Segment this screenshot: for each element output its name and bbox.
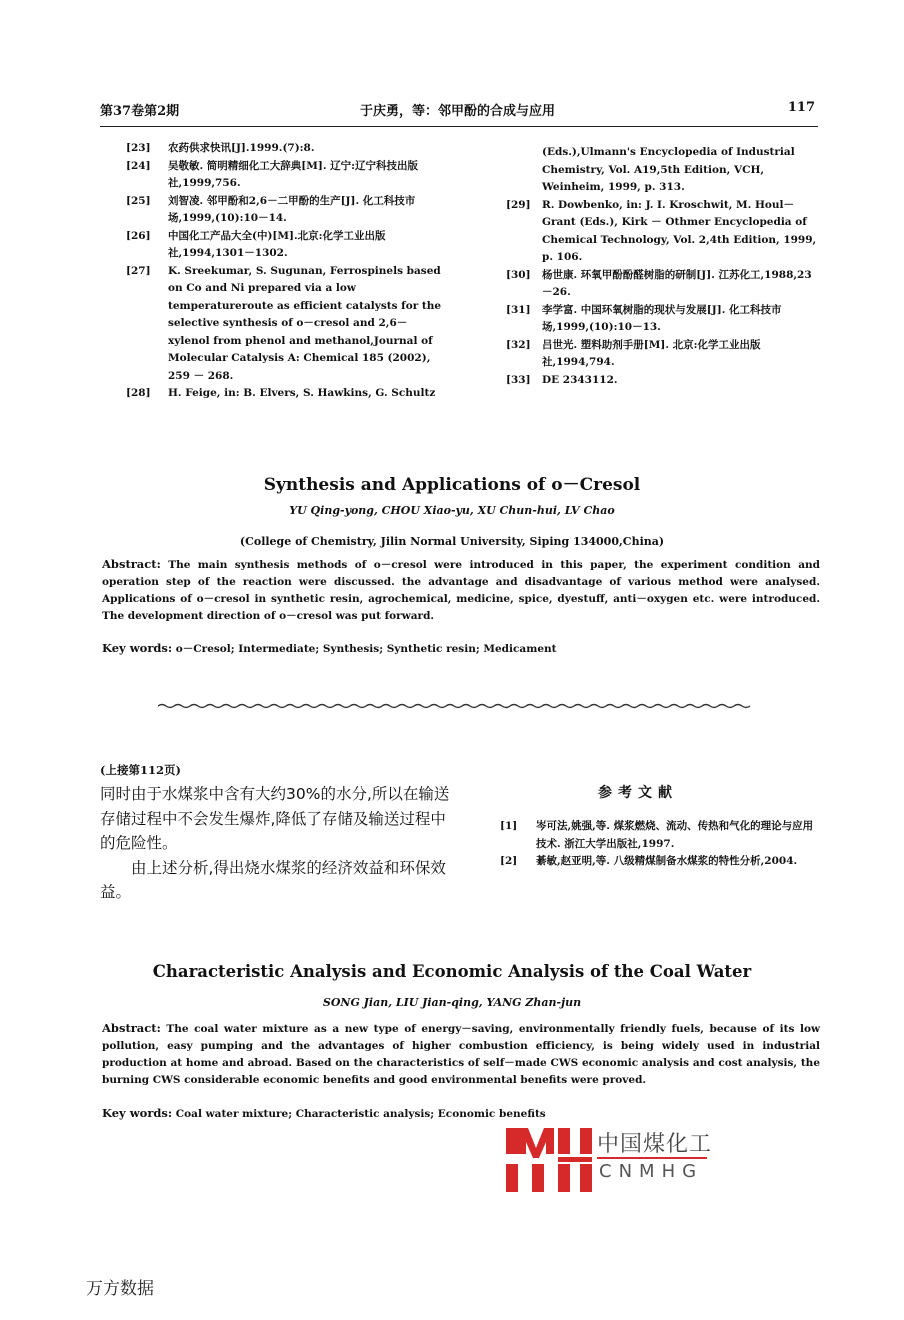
article2-keywords [102, 1105, 820, 1123]
references-left-column [126, 140, 448, 403]
reference-item: [26] 中国化工产品大全(中)[M].北京:化学工业出版社,1994,1301－1302. [126, 229, 386, 259]
wavy-separator [158, 702, 754, 710]
article1-affiliation: (College of Chemistry, Jilin Normal University, Siping 134000,China) [239, 535, 665, 548]
footer-watermark: 万方数据 [86, 1279, 154, 1299]
cnmhg-logo-icon [506, 1128, 592, 1192]
logo-divider [597, 1157, 707, 1159]
abstract-text: The coal water mixture as a new type of energy－saving, environmentally friendly fuels, because of its low pollution, easy pumping and the advantages of higher combustion efficiency, is being widely used in industrial production at home and abroad. Based on the characteristics of self－made CWS economic analysis and cost analysis, the burning CWS considerable economic benefits and good environmental benefits were proved. [102, 1023, 820, 1086]
keywords-text: o－Cresol; Intermediate; Synthesis; Synthetic resin; Medicament [172, 643, 557, 655]
reference-item: [25] 刘智凌. 邻甲酚和2,6－二甲酚的生产[J]. 化工科技市场,1999,(10):10－14. [126, 194, 416, 224]
article1-abstract [102, 556, 820, 625]
page-number: 117 [787, 100, 815, 115]
article1-authors: YU Qing-yong, CHOU Xiao-yu, XU Chun-hui, LV Chao [289, 504, 615, 517]
reference-item: [28] H. Feige, in: B. Elvers, S. Hawkins, G. Schultz [126, 387, 436, 399]
references2-list [500, 818, 822, 871]
article1-keywords [102, 640, 820, 658]
keywords-label: Key words: [102, 641, 173, 655]
abstract-label: Abstract: [102, 557, 161, 571]
references-heading: 参考文献 [598, 785, 678, 801]
keywords-label: Key words: [102, 1106, 173, 1120]
logo-english-name: CNMHG [599, 1161, 704, 1182]
article2-abstract [102, 1020, 820, 1089]
reference-item: (Eds.),Ulmann's Encyclopedia of Industrial Chemistry, Vol. A19,5th Edition, VCH, Weinheim, 1999, p. 313. [542, 146, 795, 193]
reference-item: [1] 岑可法,姚强,等. 煤浆燃烧、流动、传热和气化的理论与应用技术. 浙江大学出版社,1997. [500, 820, 814, 850]
reference-item: [29] R. Dowbenko, in: J. I. Kroschwit, M. Houl－Grant (Eds.), Kirk － Othmer Encyclopedia of Chemical Technology, Vol. 2,4th Edition, 1999, p. 106. [506, 198, 817, 263]
volume-issue: 第37卷第2期 [100, 104, 180, 119]
keywords-text: Coal water mixture; Characteristic analysis; Economic benefits [172, 1108, 546, 1120]
article1-title: Synthesis and Applications of o－Cresol [263, 475, 641, 495]
abstract-label: Abstract: [102, 1021, 161, 1035]
article2-title: Characteristic Analysis and Economic Analysis of the Coal Water [152, 962, 752, 981]
header-rule [100, 126, 818, 127]
reference-item: [27] K. Sreekumar, S. Sugunan, Ferrospinels based on Co and Ni prepared via a low temperatureroute as efficient catalysts for the selective synthesis of o－cresol and 2,6－xylenol from phenol and methanol,Journal of Molecular Catalysis A: Chemical 185 (2002), 259 － 268. [126, 264, 442, 382]
running-title: 于庆勇，等：邻甲酚的合成与应用 [360, 104, 556, 119]
reference-item: [32] 吕世光. 塑料助剂手册[M]. 北京:化学工业出版社,1994,794. [506, 338, 761, 368]
reference-item: [23] 农药供求快讯[J].1999.(7):8. [126, 142, 315, 154]
body-paragraph: 由上述分析,得出烧水煤浆的经济效益和环保效益。 [100, 858, 446, 901]
continuation-note: (上接第112页) [100, 763, 181, 777]
logo-chinese-name: 中国煤化工 [597, 1132, 713, 1157]
running-header [100, 100, 815, 124]
article2-authors: SONG Jian, LIU Jian-qing, YANG Zhan-jun [322, 996, 582, 1009]
reference-item: [24] 吴敬敏. 简明精细化工大辞典[M]. 辽宁:辽宁科技出版社,1999,756. [126, 159, 419, 189]
reference-item: [2] 綦敏,赵亚明,等. 八级精煤制备水煤浆的特性分析,2004. [500, 855, 798, 867]
reference-item: [30] 杨世康. 环氧甲酚酚醛树脂的研制[J]. 江苏化工,1988,23－26. [506, 268, 812, 298]
reference-item: [31] 李学富. 中国环氧树脂的现状与发展[J]. 化工科技市场,1999,(10):10－13. [506, 303, 782, 333]
references-right-column [506, 144, 822, 389]
continuation-body [100, 782, 460, 905]
reference-item: [33] DE 2343112. [506, 373, 618, 386]
body-paragraph: 同时由于水煤浆中含有大约30%的水分,所以在输送存储过程中不会发生爆炸,降低了存储及输送过程中的危险性。 [100, 785, 450, 852]
abstract-text: The main synthesis methods of o－cresol were introduced in this paper, the experiment condition and operation step of the reaction were discussed. the advantage and disadvantage of various method were analysed. Applications of o－cresol in synthetic resin, agrochemical, medicine, spice, dyestuff, anti－oxygen etc. were introduced. The development direction of o－cresol was put forward. [102, 559, 820, 622]
